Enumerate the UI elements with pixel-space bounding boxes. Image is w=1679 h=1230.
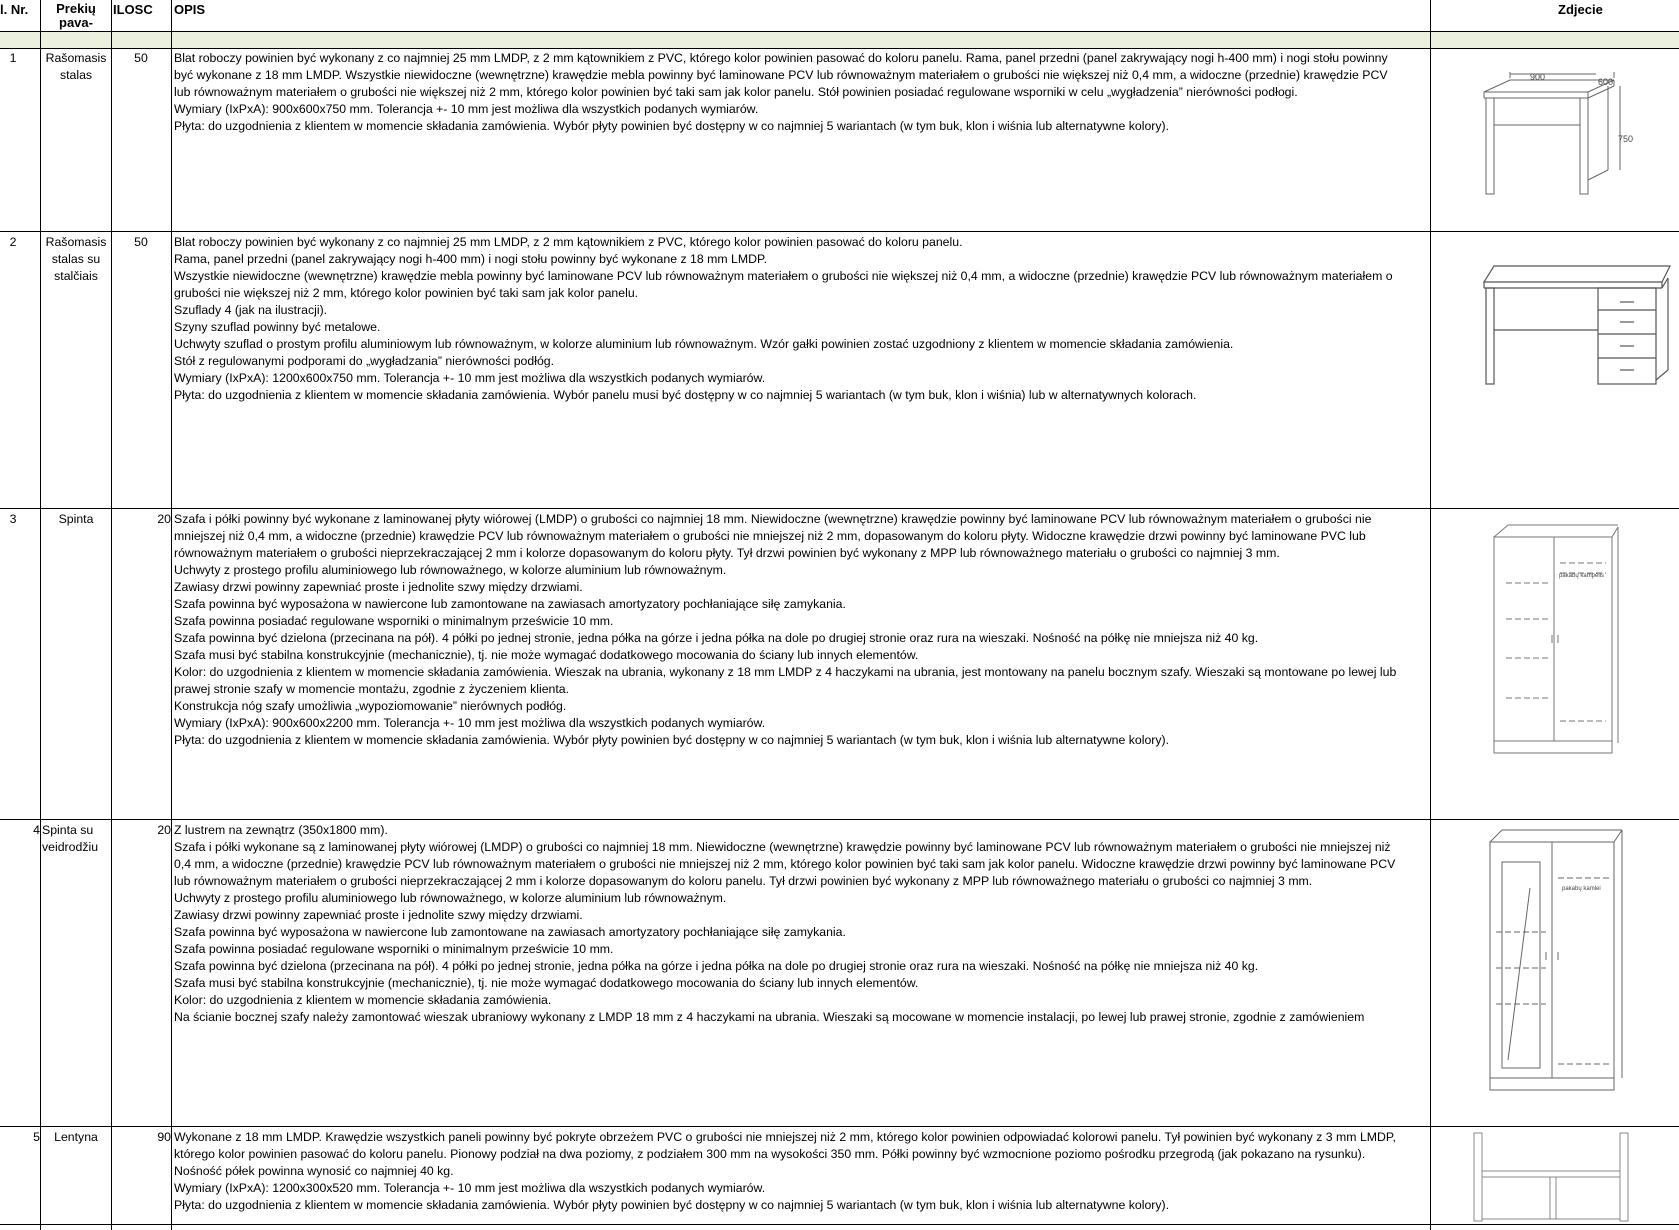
description-line: Blat roboczy powinien być wykonany z co najmniej 25 mm LMDP, z 2 mm kątownikiem z PVC, którego kolor powinien pasować do koloru panelu. Rama, panel przedni (panel zakrywający nogi h-400 mm) i nogi stołu powinny xyxy=(174,51,1388,65)
row-5-description xyxy=(174,1129,1428,1214)
description-line: Płyta: do uzgodnienia z klientem w momencie składania zamówienia. Wybór płyty powinien być dostępny w co najmniej 5 wariantach (w tym buk, klon i wiśnia lub alternatywne kolory). xyxy=(174,733,1170,747)
description-line: Wymiary (IxPxA): 900x600x2200 mm. Tolerancja +- 10 mm jest możliwa dla wszystkich podanych wymiarów. xyxy=(174,716,766,730)
row-3-qty: 20 xyxy=(157,512,171,526)
description-line: Zawiasy drzwi powinny zapewniać proste i jednolite szwy między drzwiami. xyxy=(174,908,583,922)
description-line: Szafa powinna być wyposażona w nawiercone lub zamontowane na zawiasach amortyzatory pochłaniające siłę zamykania. xyxy=(174,925,846,939)
row-divider xyxy=(0,1224,1679,1225)
row-1-description xyxy=(174,50,1428,135)
row-5-qty: 90 xyxy=(157,1130,171,1144)
description-line: Szafa powinna być dzielona (przecinana na pół). 4 półki po jednej stronie, jedna półka na górze i jedna półka na dole po drugiej stronie oraz rura na wieszaki. Nośność na półkę nie mniejsza niż 40 kg. xyxy=(174,631,1259,645)
description-line: być wykonane z 18 mm LMDP. Wszystkie niewidoczne (wewnętrzne) krawędzie mebla powinny być laminowane PCV lub równoważnym materiałem o grubości nie większej niż 0,4 mm, a widoczne (przednie) krawędzie PCV xyxy=(174,68,1388,82)
description-line: prawej stronie szafy w momencie montażu, zgodnie z życzeniem klienta. xyxy=(174,682,570,696)
description-line: Stół z regulowanymi podporami do „wygładzania” nierówności podłóg. xyxy=(174,354,555,368)
description-line: Kolor: do uzgodnienia z klientem w momencie składania zamówienia. xyxy=(174,993,552,1007)
description-line: mniejszej niż 0,4 mm, a widoczne (przednie) krawędzie PCV lub równoważnym materiałem o grubości nie mniejszej niż 2 mm, dopasowanym do koloru płyty. Widoczne krawędzie drzwi powinny być laminowane PVC lub xyxy=(174,529,1366,543)
row-2-qty: 50 xyxy=(134,235,148,249)
description-line: Szafa powinna posiadać regulowane wsporniki o minimalnym prześwicie 10 mm. xyxy=(174,614,614,628)
row-divider xyxy=(0,1126,1679,1127)
shelf-drawing xyxy=(1470,1127,1640,1224)
row-4-nr: 4 xyxy=(33,823,40,837)
header-desc: OPIS xyxy=(174,2,206,17)
row-1-qty: 50 xyxy=(134,51,148,65)
header-separator-band xyxy=(0,31,1679,49)
col-divider xyxy=(1430,0,1431,1230)
description-line: Uchwyty z prostego profilu aluminiowego lub równoważnego, w kolorze aluminium lub równoważnym. xyxy=(174,563,727,577)
description-line: którego kolor powinien pasować do koloru panelu. Pionowy podział na dwa poziomy, z podziałem 300 mm na wysokości 350 mm. Półki powinny być wzmocnione poziomo pośrodku przegrodą (jak pokazano na rysunku). xyxy=(174,1147,1366,1161)
description-line: Kolor: do uzgodnienia z klientem w momencie składania zamówienia. Wieszak na ubrania, wykonany z 18 mm LMDP z 4 haczykami na ubrania, jest montowany na panelu bocznym szafy. Wieszaki są montowane po lewej lub xyxy=(174,665,1397,679)
description-line: Uchwyty szuflad o prostym profilu aluminiowym lub równoważnym, w kolorze aluminium lub równoważnym. Wzór gałki powinien zostać uzgodniony z klientem w momencie składania zamówienia. xyxy=(174,337,1234,351)
row-divider xyxy=(0,819,1679,820)
description-line: Wykonane z 18 mm LMDP. Krawędzie wszystkich paneli powinny być pokryte obrzeżem PVC o grubości nie mniejszej niż 2 mm, którego kolor powinien odpowiadać kolorowi panelu. Tył powinien być wykonany z 3 mm LMDP, xyxy=(174,1130,1396,1144)
description-line: lub równoważnym materiałem o grubości nie większej niż 2 mm, którego kolor powinien być taki sam jak kolor panelu. Stół powinien posiadać regulowane wsporniki w celu „wygładzenia” nierówności podłogi. xyxy=(174,85,1298,99)
description-line: Rama, panel przedni (panel zakrywający nogi h-400 mm) i nogi stołu powinny być wykonane z 18 mm LMDP. xyxy=(174,252,768,266)
description-line: Płyta: do uzgodnienia z klientem w momencie składania zamówienia. Wybór płyty powinien być dostępny w co najmniej 5 wariantach (w tym buk, klon i wiśnia lub alternatywne kolory). xyxy=(174,1198,1170,1212)
description-line: Szafa musi być stabilna konstrukcyjnie (mechanicznie), tj. nie może wymagać dodatkowego mocowania do ściany lub innych elementów. xyxy=(174,976,919,990)
row-2-name: Rašomasis stalas su stalčiais xyxy=(45,235,107,283)
description-line: Konstrukcja nóg szafy umożliwia „wypoziomowanie” nierównych podłóg. xyxy=(174,699,567,713)
description-line: Szuflady 4 (jak na ilustracji). xyxy=(174,303,328,317)
header-name: Prekių pava- xyxy=(56,2,96,30)
row-1-nr: 1 xyxy=(9,51,17,65)
description-line: grubości nie większej niż 2 mm, którego kolor powinien być taki sam jak kolor panelu. xyxy=(174,286,639,300)
description-line: Wszystkie niewidoczne (wewnętrzne) krawędzie mebla powinny być laminowane PCV lub równoważnym materiałem o grubości nie większej niż 0,4 mm, a widoczne (przednie) krawędzie PCV lub równoważnym materiałem o xyxy=(174,269,1393,283)
row-4-qty: 20 xyxy=(157,823,171,837)
row-3-nr: 3 xyxy=(9,512,17,526)
description-line: Nośność półek powinna wynosić co najmniej 40 kg. xyxy=(174,1164,454,1178)
row-4-name: Spinta su veidrodžiu xyxy=(42,823,99,854)
description-line: Wymiary (IxPxA): 1200x600x750 mm. Tolerancja +- 10 mm jest możliwa dla wszystkich podanych wymiarów. xyxy=(174,371,766,385)
header-qty: ILOSC xyxy=(113,2,153,17)
col-divider xyxy=(40,0,41,1230)
desk-with-drawers-drawing xyxy=(1482,260,1674,390)
description-line: Zawiasy drzwi powinny zapewniać proste i jednolite szwy między drzwiami. xyxy=(174,580,583,594)
row-5-name: Lentyna xyxy=(54,1130,98,1144)
row-3-description xyxy=(174,511,1428,749)
description-line: lub równoważnym materiałem o grubości nieprzekraczającej 2 mm i kolorze dopasowanym do koloru panelu. Tył drzwi powinien być wykonany z MPP lub równoważnego materiału o grubości co najmniej 3 mm. xyxy=(174,874,1313,888)
wardrobe-hook-label: pakabų kampelis xyxy=(1559,573,1605,579)
description-line: Szyny szuflad powinny być metalowe. xyxy=(174,320,381,334)
description-line: Płyta: do uzgodnienia z klientem w momencie składania zamówienia. Wybór płyty powinien być dostępny w co najmniej 5 wariantach (w tym buk, klon i wiśnia lub alternatywne kolory). xyxy=(174,119,1170,133)
desk-height-label: 750 xyxy=(1618,134,1634,144)
description-line: Wymiary (IxPxA): 1200x300x520 mm. Tolerancja +- 10 mm jest możliwa dla wszystkich podanych wymiarów. xyxy=(174,1181,766,1195)
mirror-wardrobe-drawing xyxy=(1486,828,1626,1096)
description-line: Wymiary (IxPxA): 900x600x750 mm. Tolerancja +- 10 mm jest możliwa dla wszystkich podanych wymiarów. xyxy=(174,102,759,116)
description-line: Uchwyty z prostego profilu aluminiowego lub równoważnego, w kolorze aluminium lub równoważnym. xyxy=(174,891,727,905)
row-1-name: Rašomasis stalas xyxy=(45,51,107,82)
row-2-nr: 2 xyxy=(9,235,17,249)
description-line: równoważnym materiałem o grubości nieprzekraczającej 2 mm i kolorze dopasowanym do koloru płyty. Tył drzwi powinien być wykonany z MPP lub równoważnego materiału o grubości co najmniej 3 mm. xyxy=(174,546,1280,560)
col-divider xyxy=(111,0,112,1230)
desk-width-label: 900 xyxy=(1530,72,1546,82)
description-line: 0,4 mm, a widoczne (przednie) krawędzie PCV lub równoważnym materiałem o grubości nie mniejszej niż 2 mm, którego kolor powinien być taki sam jak kolor panelu. Widoczne krawędzie drzwi powinny być laminowane PCV xyxy=(174,857,1396,871)
mirror-wardrobe-hook-label: pakabų kamlei xyxy=(1562,886,1601,892)
description-line: Szafa powinna być wyposażona w nawiercone lub zamontowane na zawiasach amortyzatory pochłaniające siłę zamykania. xyxy=(174,597,846,611)
description-line: Szafa i półki powinny być wykonane z laminowanej płyty wiórowej (LMDP) o grubości co najmniej 18 mm. Niewidoczne (wewnętrzne) krawędzie powinny być laminowane PCV lub równoważnym materiałem o grubości nie xyxy=(174,512,1372,526)
description-line: Płyta: do uzgodnienia z klientem w momencie składania zamówienia. Wybór panelu musi być dostępny w co najmniej 5 wariantach (w tym buk, klon i wiśnia) lub w alternatywnych kolorach. xyxy=(174,388,1197,402)
desk-drawing xyxy=(1476,70,1626,200)
header-nr: l. Nr. xyxy=(0,2,29,17)
header-photo: Zdjecie xyxy=(1558,2,1603,17)
row-4-description xyxy=(174,822,1428,1026)
row-divider xyxy=(0,231,1679,232)
row-3-name: Spinta xyxy=(58,512,94,526)
wardrobe-drawing xyxy=(1490,523,1620,758)
description-line: Szafa powinna posiadać regulowane wsporniki o minimalnym prześwicie 10 mm. xyxy=(174,942,614,956)
description-line: Blat roboczy powinien być wykonany z co najmniej 25 mm LMDP, z 2 mm kątownikiem z PVC, którego kolor powinien pasować do koloru panelu. xyxy=(174,235,963,249)
row-divider xyxy=(0,508,1679,509)
col-divider xyxy=(171,0,172,1230)
description-line: Szafa i półki wykonane są z laminowanej płyty wiórowej (LMDP) o grubości co najmniej 18 mm. Niewidoczne (wewnętrzne) krawędzie powinny być laminowane PCV lub równoważnym materiałem o grubości nie mniejszej niż xyxy=(174,840,1391,854)
description-line: Szafa powinna być dzielona (przecinana na pół). 4 półki po jednej stronie, jedna półka na górze i jedna półka na dole po drugiej stronie oraz rura na wieszaki. Nośność na półkę nie mniejsza niż 40 kg. xyxy=(174,959,1259,973)
row-5-nr: 5 xyxy=(33,1130,40,1144)
description-line: Z lustrem na zewnątrz (350x1800 mm). xyxy=(174,823,388,837)
row-2-description xyxy=(174,234,1428,404)
description-line: Na ścianie bocznej szafy należy zamontować wieszak ubraniowy wykonany z LMDP 18 mm z 4 haczykami na ubrania. Wieszaki są mocowane w momencie instalacji, po lewej lub prawej stronie, zgodnie z zamówieniem xyxy=(174,1010,1365,1024)
desk-depth-label: 600 xyxy=(1598,77,1614,87)
description-line: Szafa musi być stabilna konstrukcyjnie (mechanicznie), tj. nie może wymagać dodatkowego mocowania do ściany lub innych elementów. xyxy=(174,648,919,662)
